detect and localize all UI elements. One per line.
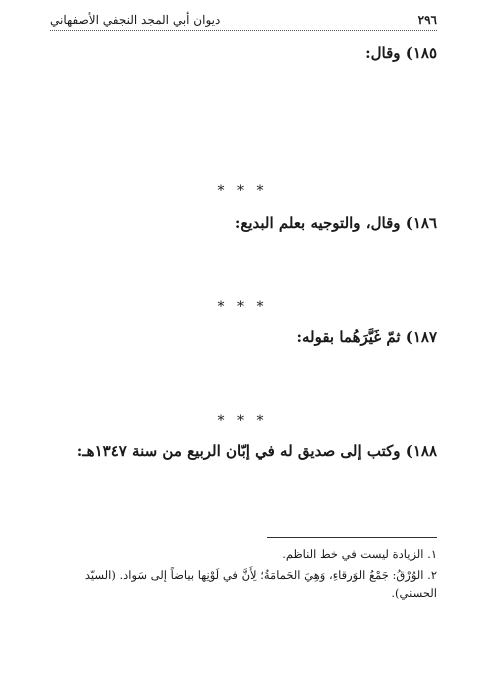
footnote: ٢. الوُرْقُ: جَمْعُ الوَرقاءِ، وَهِيَ الحَمامَةُ؛ لِأَنَّ في لَوْنِها بياضاً إلى سَواد. (السيّد الحسني). bbox=[84, 568, 437, 600]
section-separator: * * * bbox=[217, 413, 268, 429]
poem-heading: ١٨٥) وقال: bbox=[365, 44, 437, 62]
page-number: ٢٩٦ bbox=[417, 13, 437, 27]
footnote: ١. الزيادة ليست في خط الناظم. bbox=[282, 547, 437, 561]
book-title: ديوان أبي المجد النجفي الأصفهاني bbox=[50, 13, 221, 27]
running-header bbox=[50, 10, 437, 31]
poem-heading: ١٨٦) وقال، والتوجيه بعلم البديع: bbox=[234, 214, 437, 232]
section-separator: * * * bbox=[217, 183, 268, 199]
footnote-rule bbox=[267, 537, 437, 538]
poem-heading: ١٨٧) ثمّ غَيَّرَهُما بقوله: bbox=[296, 328, 437, 346]
poem-heading: ١٨٨) وكتب إلى صديق له في إبّان الربيع من سنة ١٣٤٧هـ: bbox=[76, 442, 437, 460]
section-separator: * * * bbox=[217, 299, 268, 315]
